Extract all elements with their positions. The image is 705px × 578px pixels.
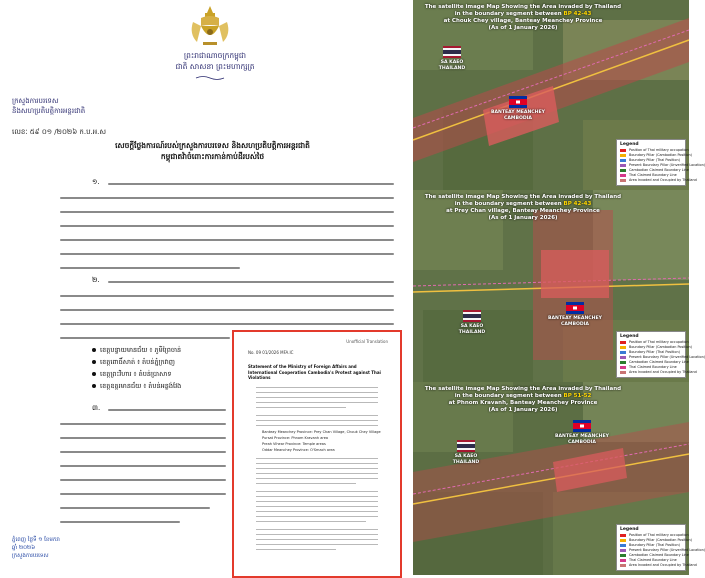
signoff-line: ឆ្នាំ ២០២៦ <box>12 545 36 551</box>
text-line <box>256 407 346 408</box>
paragraph-number-3: ៣. <box>92 404 101 412</box>
list-item: ខេត្តឧត្តរមានជ័យ ៖ តំបន់អន្លង់វែង <box>92 380 242 392</box>
legend-item <box>620 178 697 183</box>
legend-label: Cambodian Claimed Boundary Line <box>629 360 689 364</box>
paragraph-number-1: ១. <box>92 178 100 186</box>
province-list <box>92 344 242 392</box>
list-item: ខេត្តបន្ទាយមានជ័យ ៖ ភូមិព្រៃចាន់ <box>92 344 242 356</box>
text-line <box>60 239 394 241</box>
map-title-text: in the boundary segment between <box>454 393 564 399</box>
text-line <box>256 506 378 507</box>
text-line <box>256 544 378 545</box>
map-title <box>423 194 623 222</box>
list-item: Oddar Meanchey Province: O'Smach area <box>262 448 335 452</box>
legend-swatch <box>620 539 626 542</box>
text-line <box>60 295 394 297</box>
statement-title-line1: សេចក្តីថ្លែងការណ៍របស់ក្រសួងការបរទេស និងសហប្រតិបត្តិការអន្តរជាតិ <box>115 141 310 150</box>
legend-swatch <box>620 544 626 547</box>
legend-item <box>620 563 697 568</box>
text-line <box>256 534 378 535</box>
legend-swatch <box>620 564 626 567</box>
legend-label: Position of Thai military occupation <box>629 340 689 344</box>
legend-label: Area Invaded and Occupied by Thailand <box>629 563 697 567</box>
text-line <box>60 423 226 425</box>
text-line <box>60 451 226 453</box>
legend-swatch <box>620 179 626 182</box>
reference-number: លេខៈ ៥៩ ០១ /២០២៦ ក.ប.អ.ស <box>12 128 107 136</box>
legend-swatch <box>620 164 626 167</box>
text-line <box>108 281 394 283</box>
legend-swatch <box>620 154 626 157</box>
list-item: ខេត្តព្រះវិហារ ៖ តំបន់ប្រាសាទ <box>92 368 242 380</box>
english-reference: No. 09 01/2026 MFA.IC <box>248 350 294 355</box>
map-title-line <box>423 393 623 400</box>
map-title-line: at Prey Chan village, Banteay Meanchey Province <box>446 208 600 214</box>
map-title <box>423 386 623 414</box>
legend-label: Cambodian Claimed Boundary Line <box>629 553 689 557</box>
cambodia-label <box>549 434 615 446</box>
legend-swatch <box>620 559 626 562</box>
text-line <box>256 496 378 497</box>
map-title-date: (As of 1 January 2026) <box>488 407 558 413</box>
ministry-name-2: និងសហប្រតិបត្តិការអន្តរជាតិ <box>12 107 86 115</box>
place-name: SA KAEO <box>454 454 478 459</box>
text-line <box>256 529 378 530</box>
legend-label: Area Invaded and Occupied by Thailand <box>629 370 697 374</box>
list-item: Banteay Meanchey Province: Prey Chan Village, Chouk Chey Village <box>262 430 381 434</box>
text-line <box>256 425 378 426</box>
statement-title <box>40 140 385 162</box>
text-line <box>256 402 378 403</box>
text-line <box>60 197 394 199</box>
cambodia-flag-icon <box>573 420 591 432</box>
english-statement-inset <box>232 330 402 578</box>
country-name: CAMBODIA <box>504 116 532 121</box>
text-line <box>256 549 336 550</box>
legend-swatch <box>620 356 626 359</box>
list-item: Pursat Province: Phnom Kravanh area <box>262 436 329 440</box>
text-line <box>256 491 378 492</box>
text-line <box>256 521 366 522</box>
signoff-line: ក្រសួងការបរទេស <box>12 553 49 559</box>
map-title-line <box>423 11 623 18</box>
map-title-date: (As of 1 January 2026) <box>488 215 558 221</box>
place-name: BANTEAY MEANCHEY <box>554 434 609 439</box>
statement-title-line2: កម្ពុជាតវ៉ាចំពោះការកាន់កាប់ដីរបស់ថៃ <box>160 152 265 161</box>
map-legend <box>616 524 705 571</box>
text-line <box>256 392 378 393</box>
text-line <box>256 397 378 398</box>
text-line <box>60 507 210 509</box>
text-line <box>108 409 226 411</box>
map-title-text: in the boundary segment between <box>454 11 564 17</box>
list-item: ខេត្តពោធិ៍សាត់ ៖ តំបន់ភ្នំក្រវាញ <box>92 356 242 368</box>
thailand-flag-icon <box>463 310 481 322</box>
legend-swatch <box>620 351 626 354</box>
map-legend <box>616 331 705 378</box>
text-line <box>256 478 378 479</box>
map-title-date: (As of 1 January 2026) <box>488 25 558 31</box>
text-line <box>60 465 226 467</box>
text-line <box>108 183 394 185</box>
text-line <box>256 473 378 474</box>
legend-swatch <box>620 371 626 374</box>
map-title-line: at Chouk Chey village, Banteay Meanchey Province <box>443 18 603 24</box>
text-line <box>256 539 378 540</box>
place-name: BANTEAY MEANCHEY <box>547 316 602 321</box>
place-name: SA KAEO <box>460 324 484 329</box>
legend-swatch <box>620 361 626 364</box>
cambodia-flag-icon <box>509 96 527 108</box>
country-name: CAMBODIA <box>561 322 589 327</box>
royal-emblem-icon <box>183 4 238 48</box>
legend-swatch <box>620 366 626 369</box>
legend-title: Legend <box>620 142 639 147</box>
map-title-line: The satellite image Map Showing the Area invaded by Thailand <box>424 194 622 200</box>
legend-swatch <box>620 169 626 172</box>
legend-label: Boundary Pillar (Thai Position) <box>629 543 680 547</box>
text-line <box>256 511 378 512</box>
country-name: THAILAND <box>438 66 466 71</box>
text-line <box>256 415 378 416</box>
text-line <box>60 337 230 339</box>
satellite-map-3 <box>411 382 705 575</box>
legend-swatch <box>620 534 626 537</box>
satellite-map-1 <box>411 0 705 190</box>
text-line <box>256 420 378 421</box>
boundary-segment-label: BP 51-52 <box>563 393 592 399</box>
cambodia-flag-icon <box>566 302 584 314</box>
signoff <box>12 536 112 560</box>
text-line <box>60 493 226 495</box>
map-title-text: in the boundary segment between <box>454 201 564 207</box>
map-title-line <box>423 201 623 208</box>
legend-title: Legend <box>620 527 639 532</box>
legend-label: Area Invaded and Occupied by Thailand <box>629 178 697 182</box>
legend-label: Position of Thai military occupation <box>629 148 689 152</box>
ministry-name: ក្រសួងការបរទេស <box>12 97 59 105</box>
text-line <box>60 479 226 481</box>
text-line <box>60 437 226 439</box>
map-title-line: The satellite image Map Showing the Area invaded by Thailand <box>424 4 622 10</box>
thailand-label <box>431 60 473 72</box>
thailand-flag-icon <box>457 440 475 452</box>
text-line <box>60 309 394 311</box>
list-item: Preah Vihear Province: Temple areas <box>262 442 326 446</box>
text-line <box>256 516 378 517</box>
legend-label: Position of Thai military occupation <box>629 533 689 537</box>
text-line <box>256 501 378 502</box>
flourish-icon <box>195 75 225 81</box>
text-line <box>60 323 394 325</box>
boundary-segment-label: BP 42-43 <box>563 11 592 17</box>
legend-label: Present Boundary Pillar (Unverified Location) <box>629 355 705 359</box>
english-title: Statement of the Ministry of Foreign Affairs and International Cooperation Cambodia's Protest against Thai Violations <box>248 364 381 380</box>
map-legend <box>616 139 705 186</box>
country-name: THAILAND <box>452 460 480 465</box>
country-name: THAILAND <box>458 330 486 335</box>
legend-title: Legend <box>620 334 639 339</box>
legend-label: Boundary Pillar (Cambodian Position) <box>629 345 692 349</box>
legend-swatch <box>620 341 626 344</box>
legend-label: Thai Claimed Boundary Line <box>629 558 677 562</box>
translation-label: Unofficial Translation <box>346 339 388 344</box>
legend-label: Thai Claimed Boundary Line <box>629 365 677 369</box>
legend-label: Boundary Pillar (Cambodian Position) <box>629 153 692 157</box>
text-line <box>256 387 378 388</box>
legend-swatch <box>620 149 626 152</box>
paragraph-number-2: ២. <box>92 276 100 284</box>
kingdom-motto: ជាតិ សាសនា ព្រះមហាក្សត្រ <box>175 62 255 71</box>
legend-swatch <box>620 174 626 177</box>
text-line <box>60 267 240 269</box>
signoff-line: ភ្នំពេញ ថ្ងៃទី ១ ខែមករា <box>12 537 60 543</box>
cambodia-label <box>485 110 551 122</box>
map-title <box>423 4 623 32</box>
legend-label: Boundary Pillar (Thai Position) <box>629 158 680 162</box>
legend-label: Boundary Pillar (Thai Position) <box>629 350 680 354</box>
legend-label: Cambodian Claimed Boundary Line <box>629 168 689 172</box>
legend-label: Boundary Pillar (Cambodian Position) <box>629 538 692 542</box>
text-line <box>60 521 180 523</box>
text-line <box>256 468 378 469</box>
text-line <box>256 483 356 484</box>
map-title-line: at Phnom Kravanh, Banteay Meanchey Province <box>448 400 598 406</box>
legend-item <box>620 370 697 375</box>
place-name: SA KAEO <box>440 60 464 65</box>
country-name: CAMBODIA <box>568 440 596 445</box>
map-title-line: The satellite image Map Showing the Area invaded by Thailand <box>424 386 622 392</box>
satellite-map-2 <box>411 190 705 382</box>
legend-swatch <box>620 554 626 557</box>
legend-label: Present Boundary Pillar (Unverified Location) <box>629 163 705 167</box>
place-name: BANTEAY MEANCHEY <box>490 110 545 115</box>
legend-label: Thai Claimed Boundary Line <box>629 173 677 177</box>
thailand-flag-icon <box>443 46 461 58</box>
text-line <box>256 458 378 459</box>
text-line <box>60 225 394 227</box>
legend-swatch <box>620 159 626 162</box>
legend-swatch <box>620 346 626 349</box>
boundary-segment-label: BP 42-43 <box>563 201 592 207</box>
cambodia-label <box>542 316 608 328</box>
kingdom-title: ព្រះរាជាណាចក្រកម្ពុជា <box>183 51 247 60</box>
thailand-label <box>451 324 493 336</box>
thailand-label <box>445 454 487 466</box>
legend-label: Present Boundary Pillar (Unverified Location) <box>629 548 705 552</box>
text-line <box>60 211 394 213</box>
text-line <box>60 253 394 255</box>
legend-swatch <box>620 549 626 552</box>
text-line <box>256 463 378 464</box>
